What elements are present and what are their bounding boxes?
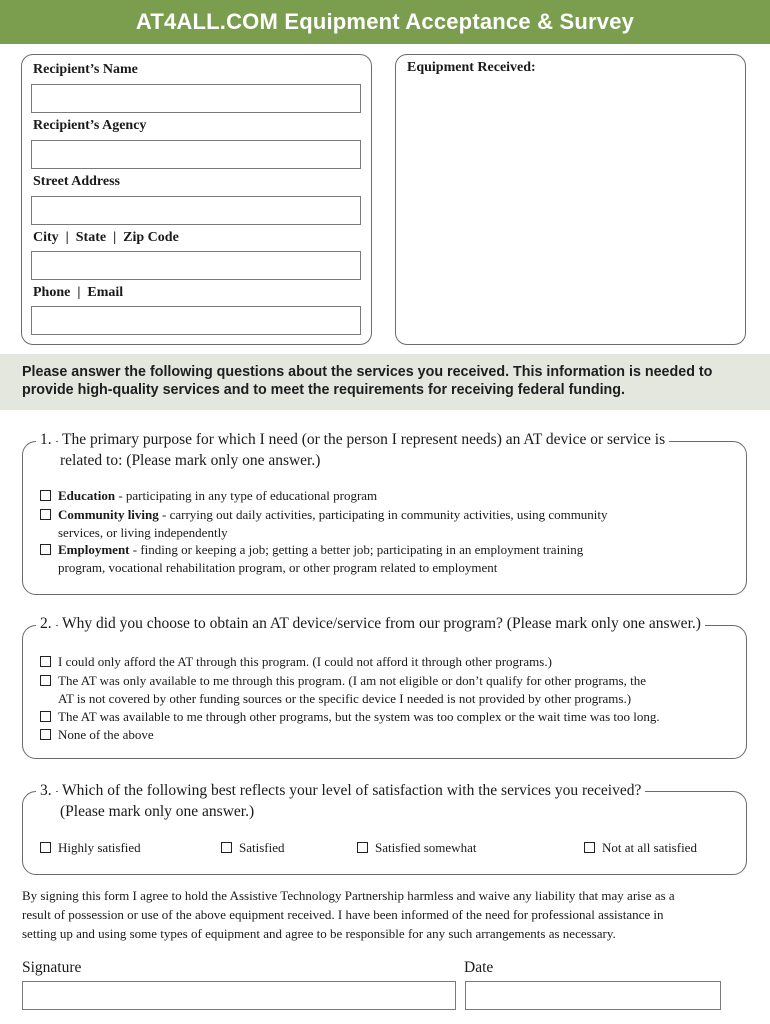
question-2-line1: Why did you choose to obtain an AT device/service from our program? (Please mark only one answer.) <box>58 614 705 634</box>
question-3-number: 3. <box>36 781 56 801</box>
header-bar <box>0 0 770 44</box>
question-1-line2: related to: (Please mark only one answer.) <box>56 451 324 471</box>
question-1-line1: The primary purpose for which I need (or the person I represent needs) an AT device or service is <box>58 430 669 450</box>
q3-option-satisfied[interactable] <box>221 839 285 857</box>
phone-email-input[interactable] <box>31 306 361 335</box>
q1-option-education-desc: - participating in any type of educational program <box>115 488 378 503</box>
date-input[interactable] <box>465 981 721 1010</box>
notice-band <box>0 354 770 410</box>
recipient-agency-label: Recipient’s Agency <box>33 118 147 133</box>
equipment-received-box[interactable] <box>395 54 746 345</box>
q2-checkbox-only-available[interactable] <box>40 675 51 686</box>
q1-option-community-cont: services, or living independently <box>58 525 228 540</box>
question-3-line2: (Please mark only one answer.) <box>56 802 258 822</box>
q2-option-too-complex[interactable] <box>40 708 660 726</box>
q3-checkbox-highly-satisfied[interactable] <box>40 842 51 853</box>
question-1-number: 1. <box>36 430 56 450</box>
q2-option-too-complex-text: The AT was available to me through other programs, but the system was too complex or the wait time was too long. <box>58 709 660 724</box>
recipient-agency-input[interactable] <box>31 140 361 169</box>
q1-option-education-title: Education <box>58 488 116 503</box>
q2-checkbox-too-complex[interactable] <box>40 711 51 722</box>
q2-checkbox-none[interactable] <box>40 729 51 740</box>
q3-option-satisfied-text: Satisfied <box>239 840 285 855</box>
q3-checkbox-satisfied[interactable] <box>221 842 232 853</box>
q3-option-highly-satisfied[interactable] <box>40 839 141 857</box>
notice-text: Please answer the following questions about the services you received. This information is needed to provide high-quality services and to meet the requirements for receiving federal funding. <box>22 364 713 398</box>
street-address-label: Street Address <box>33 174 120 189</box>
q3-checkbox-satisfied-somewhat[interactable] <box>357 842 368 853</box>
city-state-zip-input[interactable] <box>31 251 361 280</box>
q2-option-only-available-text: The AT was only available to me through this program. (I am not eligible or don’t qualify for other programs, the <box>58 673 646 688</box>
q3-checkbox-not-satisfied[interactable] <box>584 842 595 853</box>
q3-option-satisfied-somewhat[interactable] <box>357 839 476 857</box>
street-address-input[interactable] <box>31 196 361 225</box>
date-label: Date <box>464 959 494 976</box>
phone-email-label: Phone | Email <box>33 285 124 300</box>
q3-option-not-satisfied[interactable] <box>584 839 697 857</box>
signature-label: Signature <box>22 959 82 976</box>
q2-checkbox-afford[interactable] <box>40 656 51 667</box>
page-title: AT4ALL.COM Equipment Acceptance & Survey <box>135 9 635 34</box>
signature-input[interactable] <box>22 981 456 1010</box>
equipment-received-label: Equipment Received: <box>407 60 536 75</box>
q1-option-community-title: Community living <box>58 507 159 522</box>
q1-option-employment-cont: program, vocational rehabilitation program, or other program related to employment <box>58 560 498 575</box>
q1-option-employment[interactable] <box>40 541 583 559</box>
recipient-name-input[interactable] <box>31 84 361 113</box>
q2-option-none[interactable] <box>40 726 154 744</box>
q1-option-employment-desc: - finding or keeping a job; getting a better job; participating in an employment training <box>129 542 584 557</box>
q3-option-not-satisfied-text: Not at all satisfied <box>602 840 697 855</box>
q1-option-education[interactable] <box>40 487 377 505</box>
q1-option-community-desc: - carrying out daily activities, participating in community activities, using community <box>158 507 608 522</box>
q1-option-community-living[interactable] <box>40 506 608 524</box>
recipient-name-label: Recipient’s Name <box>33 62 138 77</box>
agreement-line-2: result of possession or use of the above equipment received. I have been informed of the need for professional assistance in <box>22 907 664 922</box>
q1-option-employment-title: Employment <box>58 542 130 557</box>
q1-checkbox-employment[interactable] <box>40 544 51 555</box>
q1-checkbox-education[interactable] <box>40 490 51 501</box>
question-3-line1: Which of the following best reflects your level of satisfaction with the services you received? <box>58 781 645 801</box>
q1-checkbox-community-living[interactable] <box>40 509 51 520</box>
q3-option-highly-satisfied-text: Highly satisfied <box>58 840 141 855</box>
q2-option-only-available-cont: AT is not covered by other funding sources or the specific device I needed is not provided by other programs.) <box>58 691 632 706</box>
question-2-number: 2. <box>36 614 56 634</box>
q2-option-afford-text: I could only afford the AT through this program. (I could not afford it through other programs.) <box>58 654 552 669</box>
q2-option-afford[interactable] <box>40 653 552 671</box>
agreement-line-3: setting up and using some types of equipment and agree to be responsible for any such arrangements as necessary. <box>22 926 616 941</box>
agreement-line-1: By signing this form I agree to hold the Assistive Technology Partnership harmless and waive any liability that may arise as a <box>22 888 675 903</box>
q3-option-satisfied-somewhat-text: Satisfied somewhat <box>375 840 477 855</box>
q2-option-only-available[interactable] <box>40 672 646 690</box>
q2-option-none-text: None of the above <box>58 727 154 742</box>
city-state-zip-label: City | State | Zip Code <box>33 230 179 245</box>
